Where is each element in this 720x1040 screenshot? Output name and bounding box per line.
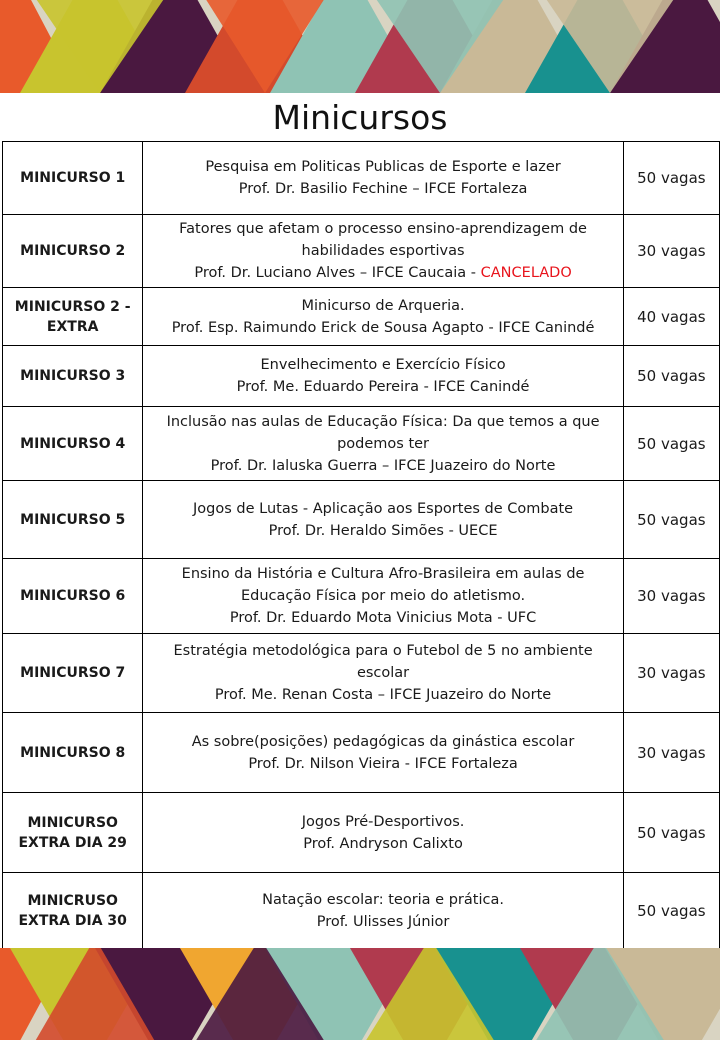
description-line xyxy=(147,731,618,753)
course-row xyxy=(3,215,720,288)
course-row xyxy=(3,559,720,634)
description-text: Estratégia metodológica para o Futebol de 5 no ambiente xyxy=(173,643,593,659)
course-row xyxy=(3,288,720,346)
description-line xyxy=(147,662,618,684)
top-decorative-banner xyxy=(0,0,720,93)
description-line xyxy=(147,411,618,433)
description-line xyxy=(147,498,618,520)
course-row xyxy=(3,713,720,793)
description-text: habilidades esportivas xyxy=(301,243,465,259)
course-vacancies: 30 vagas xyxy=(623,634,719,713)
course-description xyxy=(143,634,623,713)
course-name: MINICURSO 2 - EXTRA xyxy=(3,288,143,346)
description-text: As sobre(posições) pedagógicas da ginástica escolar xyxy=(191,733,575,750)
description-line xyxy=(147,811,618,833)
description-text: Prof. Dr. Ialuska Guerra – IFCE Juazeiro do Norte xyxy=(210,457,556,474)
description-text: Prof. Ulisses Júnior xyxy=(316,914,450,930)
course-vacancies: 50 vagas xyxy=(623,142,719,215)
description-text: Prof. Dr. Eduardo Mota Vinicius Mota - UFC xyxy=(229,610,537,626)
description-line xyxy=(147,911,618,933)
course-name: MINICURSO 5 xyxy=(3,481,143,559)
course-description xyxy=(143,481,623,559)
bottom-decorative-banner xyxy=(0,948,720,1040)
description-text: Jogos de Lutas - Aplicação aos Esportes de Combate xyxy=(193,500,574,517)
course-name: MINICURSO 1 xyxy=(3,142,143,215)
description-line xyxy=(147,376,618,398)
course-description xyxy=(143,559,623,634)
course-description xyxy=(143,407,623,481)
course-row xyxy=(3,873,720,950)
course-description xyxy=(143,346,623,407)
description-line xyxy=(147,295,618,317)
course-name: MINICURSO 3 xyxy=(3,346,143,407)
description-text: Prof. Andryson Calixto xyxy=(303,835,463,852)
description-line xyxy=(147,684,618,706)
description-text: Prof. Me. Eduardo Pereira - IFCE Canindé xyxy=(236,379,530,395)
course-row xyxy=(3,634,720,713)
description-text: Inclusão nas aulas de Educação Física: Da que temos a que xyxy=(166,413,600,430)
course-description xyxy=(143,873,623,950)
description-line xyxy=(147,520,618,542)
course-row xyxy=(3,481,720,559)
course-vacancies: 40 vagas xyxy=(623,288,719,346)
cancelled-status: CANCELADO xyxy=(480,265,572,281)
course-description xyxy=(143,215,623,288)
description-line xyxy=(147,889,618,911)
description-text: Educação Física por meio do atletismo. xyxy=(240,588,526,604)
course-name: MINICURSO 4 xyxy=(3,407,143,481)
description-text: Jogos Pré-Desportivos. xyxy=(301,813,465,830)
course-name: MINICURSO 7 xyxy=(3,634,143,713)
description-line xyxy=(147,455,618,477)
description-text: Prof. Dr. Basilio Fechine – IFCE Fortaleza xyxy=(238,181,528,197)
course-vacancies: 30 vagas xyxy=(623,215,719,288)
description-line xyxy=(147,433,618,455)
course-description xyxy=(143,142,623,215)
description-line xyxy=(147,156,618,178)
course-name: MINICURSO 6 xyxy=(3,559,143,634)
description-text: Fatores que afetam o processo ensino-aprendizagem de xyxy=(179,221,587,237)
course-row xyxy=(3,793,720,873)
course-vacancies: 50 vagas xyxy=(623,873,719,950)
description-text: Prof. Dr. Heraldo Simões - UECE xyxy=(268,522,498,539)
description-text: Ensino da História e Cultura Afro-Brasileira em aulas de xyxy=(181,566,585,582)
description-line xyxy=(147,240,618,262)
course-name: MINICURSO EXTRA DIA 29 xyxy=(3,793,143,873)
course-vacancies: 50 vagas xyxy=(623,481,719,559)
course-row xyxy=(3,407,720,481)
course-description xyxy=(143,288,623,346)
description-text: escolar xyxy=(356,665,410,681)
course-row xyxy=(3,346,720,407)
course-name: MINICURSO 2 xyxy=(3,215,143,288)
course-description xyxy=(143,713,623,793)
description-text: Minicurso de Arqueria. xyxy=(301,297,465,314)
course-vacancies: 30 vagas xyxy=(623,559,719,634)
description-text: Envelhecimento e Exercício Físico xyxy=(260,357,506,373)
description-line xyxy=(147,640,618,662)
course-row xyxy=(3,142,720,215)
description-line xyxy=(147,563,618,585)
description-text: Pesquisa em Politicas Publicas de Esporte e lazer xyxy=(205,159,561,175)
description-line xyxy=(147,607,618,629)
course-vacancies: 50 vagas xyxy=(623,346,719,407)
description-line xyxy=(147,753,618,775)
description-line xyxy=(147,585,618,607)
description-line xyxy=(147,354,618,376)
description-text: podemos ter xyxy=(337,435,430,452)
course-description xyxy=(143,793,623,873)
description-text: Prof. Me. Renan Costa – IFCE Juazeiro do Norte xyxy=(214,687,552,703)
description-text: Prof. Esp. Raimundo Erick de Sousa Agapto - IFCE Canindé xyxy=(171,319,595,336)
description-text: Natação escolar: teoria e prática. xyxy=(262,892,504,908)
description-line xyxy=(147,317,618,339)
description-line xyxy=(147,833,618,855)
course-vacancies: 30 vagas xyxy=(623,713,719,793)
description-line xyxy=(147,178,618,200)
course-name: MINICRUSO EXTRA DIA 30 xyxy=(3,873,143,950)
description-text: Prof. Dr. Nilson Vieira - IFCE Fortaleza xyxy=(248,755,518,772)
course-vacancies: 50 vagas xyxy=(623,793,719,873)
course-table xyxy=(2,141,720,950)
description-text: Prof. Dr. Luciano Alves – IFCE Caucaia - xyxy=(194,265,481,281)
page-title: Minicursos xyxy=(272,98,448,137)
description-line xyxy=(147,262,618,284)
description-line xyxy=(147,218,618,240)
course-name: MINICURSO 8 xyxy=(3,713,143,793)
course-vacancies: 50 vagas xyxy=(623,407,719,481)
